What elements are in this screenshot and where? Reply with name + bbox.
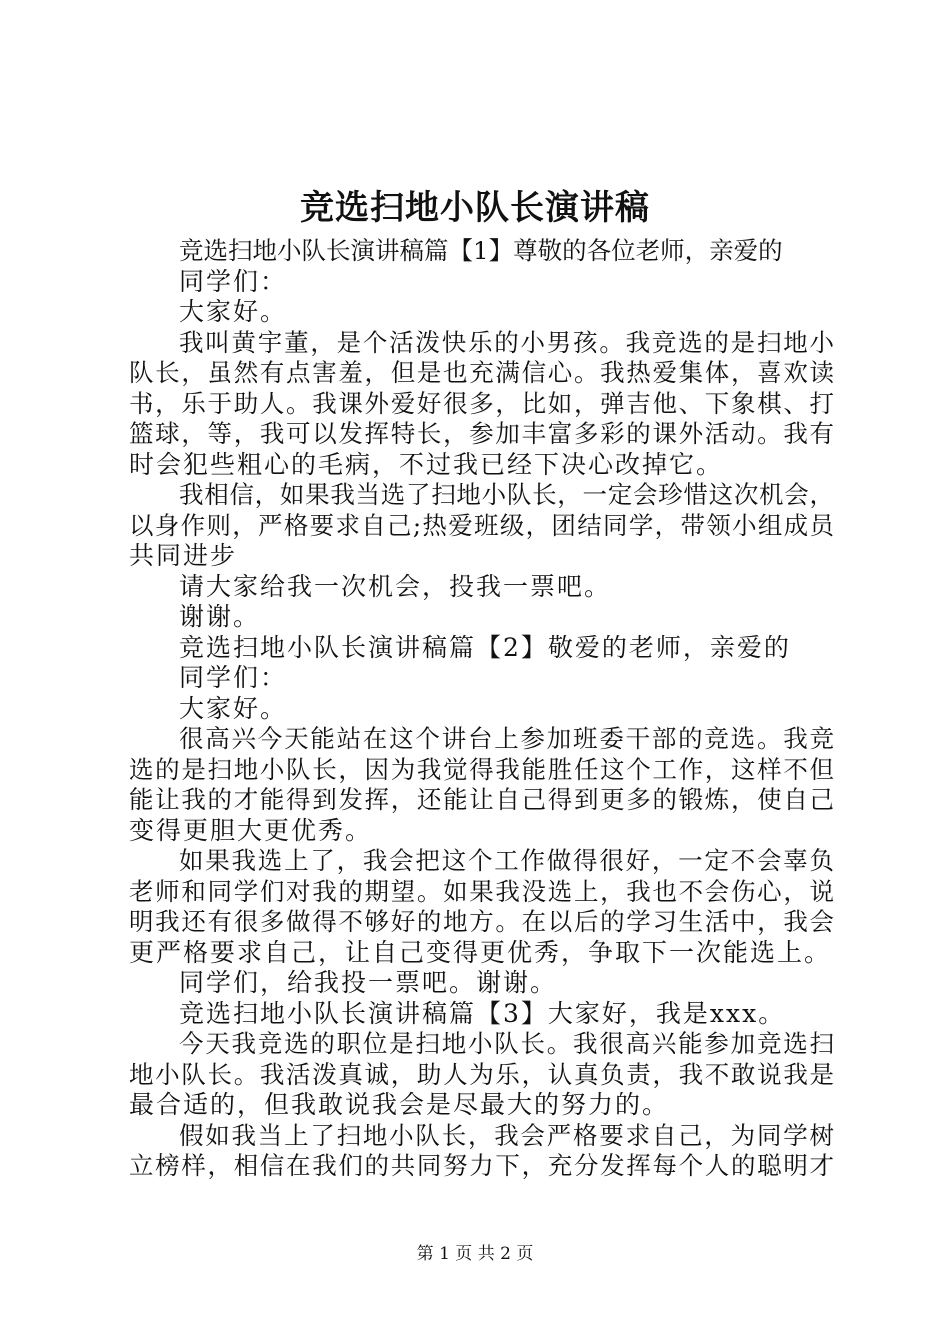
text-line: 时会犯些粗心的毛病，不过我已经下决心改掉它。 xyxy=(129,449,724,479)
text-line: 更严格要求自己，让自己变得更优秀，争取下一次能选上。 xyxy=(129,937,832,967)
text-line: 假如我当上了扫地小队长，我会严格要求自己，为同学树 xyxy=(179,1120,834,1150)
text-line: 大家好。 xyxy=(179,297,288,326)
text-line: 共同进步 xyxy=(129,541,238,570)
text-line: 立榜样，相信在我们的共同努力下，充分发挥每个人的聪明才 xyxy=(129,1151,834,1180)
text-line: 很高兴今天能站在这个讲台上参加班委干部的竞选。我竞 xyxy=(179,724,834,753)
document-title: 竞选扫地小队长演讲稿 xyxy=(300,188,650,228)
text-line: 同学们： xyxy=(179,266,288,296)
text-line: 选的是扫地小队长，因为我觉得我能胜任这个工作，这样不但 xyxy=(129,754,834,784)
text-line: 同学们： xyxy=(179,663,288,692)
text-line: 竞选扫地小队长演讲稿篇【2】敬爱的老师，亲爱的 xyxy=(179,632,791,662)
text-line: 谢谢。 xyxy=(179,602,261,631)
text-line: 以身作则，严格要求自己;热爱班级，团结同学，带领小组成员 xyxy=(129,510,834,540)
text-line: 队长，虽然有点害羞，但是也充满信心。我热爱集体，喜欢读 xyxy=(129,358,834,387)
text-line: 地小队长。我活泼真诚，助人为乐，认真负责，我不敢说我是 xyxy=(129,1059,834,1089)
text-line: 竞选扫地小队长演讲稿篇【1】尊敬的各位老师，亲爱的 xyxy=(179,236,783,265)
text-line: 大家好。 xyxy=(179,693,288,723)
text-line: 如果我选上了，我会把这个工作做得很好，一定不会辜负 xyxy=(179,846,834,875)
text-line: 变得更胆大更优秀。 xyxy=(129,815,373,845)
document-body xyxy=(129,236,834,1182)
text-line: 能让我的才能得到发挥，还能让自己得到更多的锻炼，使自己 xyxy=(129,785,834,814)
text-line: 最合适的，但我敢说我会是尽最大的努力的。 xyxy=(129,1090,670,1119)
page-footer: 第 1 页 共 2 页 xyxy=(416,1244,534,1264)
text-line: 今天我竞选的职位是扫地小队长。我很高兴能参加竞选扫 xyxy=(179,1029,834,1058)
text-line: 明我还有很多做得不够好的地方。在以后的学习生活中，我会 xyxy=(129,907,834,936)
text-line: 请大家给我一次机会，投我一票吧。 xyxy=(179,571,612,601)
text-line: 同学们，给我投一票吧。谢谢。 xyxy=(179,968,558,997)
text-line: 书，乐于助人。我课外爱好很多，比如，弹吉他、下象棋、打 xyxy=(129,388,834,418)
text-line: 我叫黄宇董，是个活泼快乐的小男孩。我竞选的是扫地小 xyxy=(179,327,834,357)
text-line: 我相信，如果我当选了扫地小队长，一定会珍惜这次机会， xyxy=(179,480,834,509)
text-line: 竞选扫地小队长演讲稿篇【3】大家好，我是xxx。 xyxy=(179,998,786,1028)
text-line: 篮球，等，我可以发挥特长，参加丰富多彩的课外活动。我有 xyxy=(129,419,834,448)
text-line: 老师和同学们对我的期望。如果我没选上，我也不会伤心，说 xyxy=(129,876,834,906)
